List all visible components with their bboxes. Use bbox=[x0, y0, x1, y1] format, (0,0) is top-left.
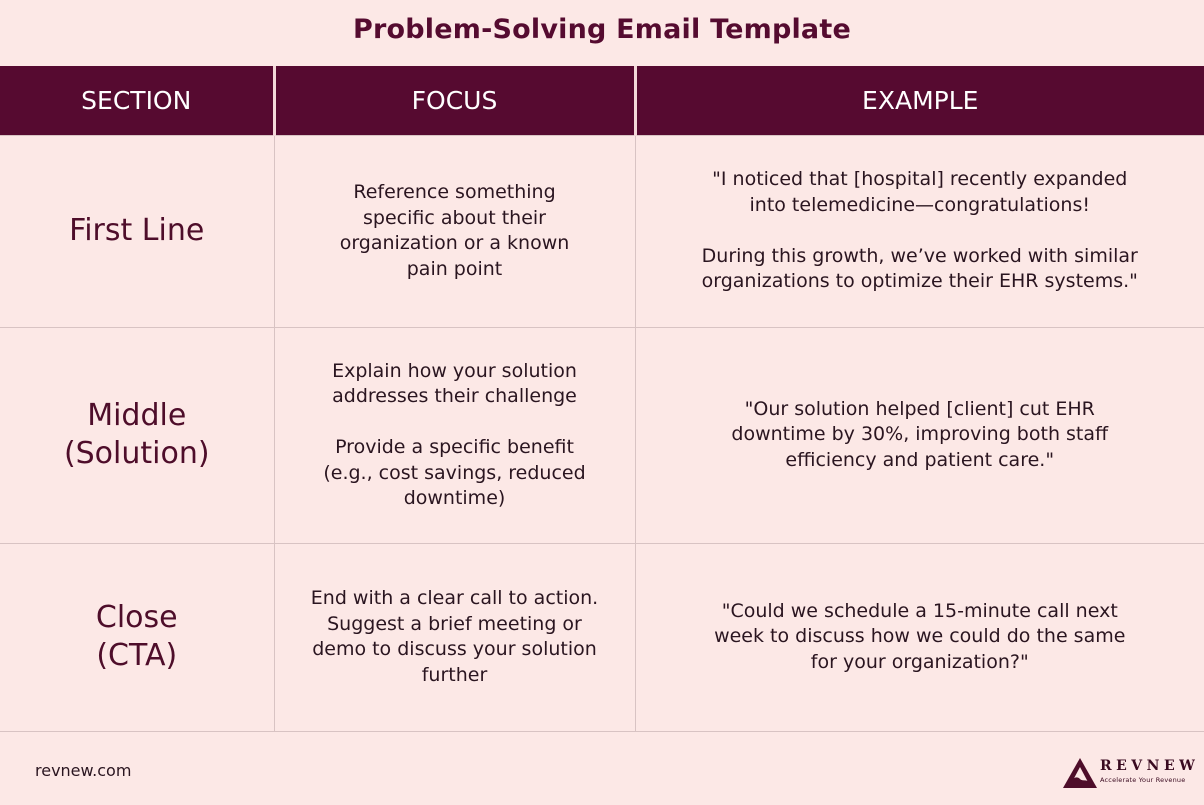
section-cell bbox=[0, 543, 274, 731]
header-example: EXAMPLE bbox=[635, 66, 1204, 135]
table-header-row bbox=[0, 66, 1204, 135]
focus-text: Reference something specific about their organization or a known pain point bbox=[339, 181, 570, 280]
logo-name: REVNEW bbox=[1100, 758, 1200, 774]
section-cell bbox=[0, 327, 274, 543]
focus-cell bbox=[274, 135, 635, 327]
focus-text: Explain how your solution addresses their challenge Provide a specific benefit (e.g., cost savings, reduced downtime) bbox=[323, 359, 586, 509]
example-cell bbox=[635, 543, 1204, 731]
table-row bbox=[0, 327, 1204, 543]
example-cell bbox=[635, 327, 1204, 543]
page-title: Problem-Solving Email Template bbox=[353, 14, 851, 45]
logo-tagline: Accelerate Your Revenue bbox=[1100, 776, 1186, 784]
table-row bbox=[0, 543, 1204, 731]
example-text: "Our solution helped [client] cut EHR downtime by 30%, improving both staff efficiency and patient care." bbox=[731, 397, 1109, 471]
section-label: Middle (Solution) bbox=[63, 398, 210, 471]
example-text: "Could we schedule a 15-minute call next week to discuss how we could do the same for your organization?" bbox=[714, 599, 1126, 673]
header-focus: FOCUS bbox=[274, 66, 635, 135]
section-label: Close (CTA) bbox=[95, 600, 178, 673]
focus-cell bbox=[274, 327, 635, 543]
focus-cell bbox=[274, 543, 635, 731]
section-cell bbox=[0, 135, 274, 327]
focus-text: End with a clear call to action. Suggest a brief meeting or demo to discuss your solution further bbox=[310, 587, 599, 686]
footer-url: revnew.com bbox=[35, 761, 132, 780]
mountain-logo-icon bbox=[1062, 757, 1098, 789]
example-cell bbox=[635, 135, 1204, 327]
header-section: SECTION bbox=[0, 66, 274, 135]
example-text: "I noticed that [hospital] recently expanded into telemedicine—congratulations! During this growth, we’ve worked with similar organizations to optimize their EHR systems." bbox=[701, 168, 1138, 293]
table-row bbox=[0, 135, 1204, 327]
revnew-logo bbox=[1062, 756, 1200, 790]
section-label: First Line bbox=[69, 213, 205, 248]
email-template-table bbox=[0, 66, 1204, 732]
